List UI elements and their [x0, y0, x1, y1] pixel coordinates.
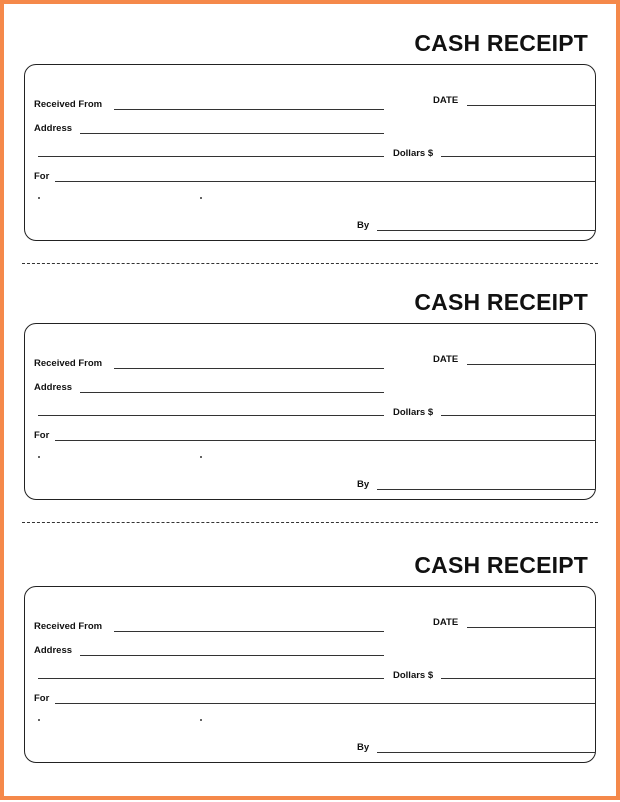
- total-due-label: [39, 720, 40, 721]
- table-row: [39, 198, 40, 199]
- by-signature-line[interactable]: [377, 230, 595, 231]
- date-line[interactable]: [467, 105, 595, 106]
- receipt-box: [24, 586, 596, 763]
- cash-receipt: [4, 552, 616, 802]
- table-row: [201, 198, 202, 199]
- dollars-line[interactable]: [441, 415, 595, 416]
- by-label: By: [357, 479, 370, 490]
- by-signature-line[interactable]: [377, 752, 595, 753]
- amount-words-line[interactable]: [38, 415, 384, 416]
- received-from-label: Received From: [34, 621, 103, 632]
- table-row: [201, 457, 202, 458]
- address-label: Address: [34, 382, 73, 393]
- dollars-line[interactable]: [441, 156, 595, 157]
- date-line[interactable]: [467, 364, 595, 365]
- amount-words-line[interactable]: [38, 678, 384, 679]
- by-signature-line[interactable]: [377, 489, 595, 490]
- date-line[interactable]: [467, 627, 595, 628]
- address-label: Address: [34, 645, 73, 656]
- dollars-label: Dollars $: [393, 670, 434, 681]
- cash-label: [201, 198, 202, 199]
- by-label: By: [357, 742, 370, 753]
- for-label: For: [34, 693, 50, 704]
- address-label: Address: [34, 123, 73, 134]
- amount-words-line[interactable]: [38, 156, 384, 157]
- cut-line: [22, 263, 598, 264]
- receipt-box: [24, 323, 596, 500]
- for-line[interactable]: [55, 181, 595, 182]
- cash-receipt: [4, 289, 616, 539]
- address-line[interactable]: [80, 655, 384, 656]
- table-row: [39, 720, 40, 721]
- received-from-line[interactable]: [114, 631, 384, 632]
- address-line[interactable]: [80, 133, 384, 134]
- address-line[interactable]: [80, 392, 384, 393]
- received-from-label: Received From: [34, 358, 103, 369]
- dollars-label: Dollars $: [393, 148, 434, 159]
- receipt-title: CASH RECEIPT: [414, 552, 588, 578]
- cash-label: [201, 457, 202, 458]
- date-label: DATE: [433, 354, 459, 365]
- cut-line: [22, 522, 598, 523]
- for-line[interactable]: [55, 703, 595, 704]
- payment-method-table: [200, 719, 202, 721]
- date-label: DATE: [433, 95, 459, 106]
- dollars-line[interactable]: [441, 678, 595, 679]
- receipt-title: CASH RECEIPT: [414, 30, 588, 56]
- table-row: [201, 720, 202, 721]
- payment-method-table: [200, 456, 202, 458]
- payment-summary-table: [38, 456, 40, 458]
- received-from-line[interactable]: [114, 109, 384, 110]
- received-from-label: Received From: [34, 99, 103, 110]
- received-from-line[interactable]: [114, 368, 384, 369]
- by-label: By: [357, 220, 370, 231]
- payment-summary-table: [38, 719, 40, 721]
- for-line[interactable]: [55, 440, 595, 441]
- payment-summary-table: [38, 197, 40, 199]
- for-label: For: [34, 171, 50, 182]
- receipt-box: [24, 64, 596, 241]
- cash-label: [201, 720, 202, 721]
- for-label: For: [34, 430, 50, 441]
- payment-method-table: [200, 197, 202, 199]
- total-due-label: [39, 457, 40, 458]
- table-row: [39, 457, 40, 458]
- receipt-title: CASH RECEIPT: [414, 289, 588, 315]
- dollars-label: Dollars $: [393, 407, 434, 418]
- date-label: DATE: [433, 617, 459, 628]
- cash-receipt: [4, 30, 616, 280]
- total-due-label: [39, 198, 40, 199]
